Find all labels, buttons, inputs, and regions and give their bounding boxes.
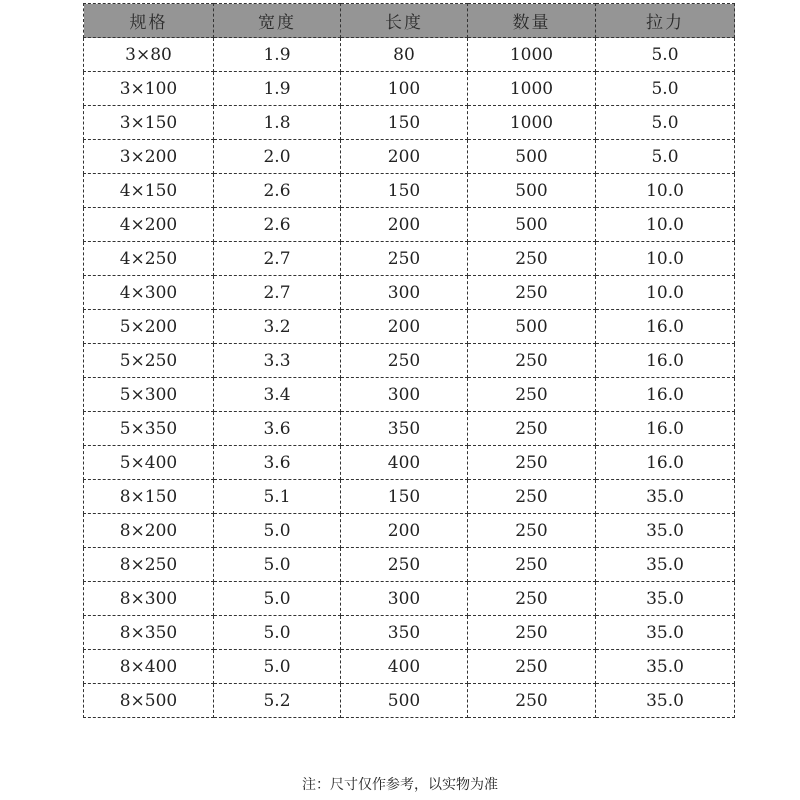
cell-quantity: 500 xyxy=(468,140,596,174)
cell-quantity: 250 xyxy=(468,684,596,718)
cell-width: 2.0 xyxy=(214,140,341,174)
cell-length: 300 xyxy=(341,378,468,412)
cell-length: 80 xyxy=(341,38,468,72)
cell-quantity: 250 xyxy=(468,548,596,582)
cell-length: 250 xyxy=(341,242,468,276)
table-row xyxy=(84,582,735,616)
cell-length: 400 xyxy=(341,650,468,684)
header-spec: 规格 xyxy=(84,4,214,38)
cell-width: 2.7 xyxy=(214,276,341,310)
cell-quantity: 250 xyxy=(468,480,596,514)
cell-spec: 8×300 xyxy=(84,582,214,616)
cell-width: 5.0 xyxy=(214,616,341,650)
cell-tensile: 5.0 xyxy=(596,72,735,106)
cell-tensile: 10.0 xyxy=(596,242,735,276)
cell-spec: 5×400 xyxy=(84,446,214,480)
cell-spec: 4×150 xyxy=(84,174,214,208)
cell-tensile: 16.0 xyxy=(596,412,735,446)
table-body xyxy=(84,38,735,718)
cell-tensile: 35.0 xyxy=(596,684,735,718)
header-width: 宽度 xyxy=(214,4,341,38)
cell-length: 200 xyxy=(341,208,468,242)
cell-spec: 5×250 xyxy=(84,344,214,378)
table-row xyxy=(84,378,735,412)
table-row xyxy=(84,344,735,378)
cell-width: 5.0 xyxy=(214,514,341,548)
cell-length: 150 xyxy=(341,480,468,514)
table-row xyxy=(84,446,735,480)
cell-length: 400 xyxy=(341,446,468,480)
cell-spec: 3×100 xyxy=(84,72,214,106)
cell-length: 500 xyxy=(341,684,468,718)
table-row xyxy=(84,72,735,106)
cell-length: 200 xyxy=(341,140,468,174)
cell-width: 5.0 xyxy=(214,650,341,684)
header-length: 长度 xyxy=(341,4,468,38)
cell-width: 5.0 xyxy=(214,548,341,582)
cell-tensile: 10.0 xyxy=(596,208,735,242)
cell-quantity: 250 xyxy=(468,276,596,310)
cell-spec: 3×150 xyxy=(84,106,214,140)
table-row xyxy=(84,616,735,650)
cell-quantity: 500 xyxy=(468,310,596,344)
cell-width: 2.6 xyxy=(214,174,341,208)
cell-quantity: 250 xyxy=(468,242,596,276)
cell-tensile: 35.0 xyxy=(596,582,735,616)
cell-length: 250 xyxy=(341,344,468,378)
cell-length: 300 xyxy=(341,276,468,310)
cell-length: 350 xyxy=(341,412,468,446)
cell-tensile: 35.0 xyxy=(596,514,735,548)
cell-length: 300 xyxy=(341,582,468,616)
table-row xyxy=(84,174,735,208)
cell-spec: 4×200 xyxy=(84,208,214,242)
header-tensile: 拉力 xyxy=(596,4,735,38)
cell-length: 350 xyxy=(341,616,468,650)
cell-width: 3.6 xyxy=(214,412,341,446)
cell-length: 200 xyxy=(341,310,468,344)
cell-width: 5.0 xyxy=(214,582,341,616)
cell-tensile: 5.0 xyxy=(596,38,735,72)
cell-width: 2.7 xyxy=(214,242,341,276)
cell-width: 3.3 xyxy=(214,344,341,378)
cell-quantity: 250 xyxy=(468,378,596,412)
cell-tensile: 5.0 xyxy=(596,140,735,174)
cell-quantity: 500 xyxy=(468,208,596,242)
cell-width: 1.9 xyxy=(214,38,341,72)
cell-tensile: 10.0 xyxy=(596,276,735,310)
cell-width: 3.4 xyxy=(214,378,341,412)
cell-spec: 5×200 xyxy=(84,310,214,344)
table-row xyxy=(84,242,735,276)
cell-length: 100 xyxy=(341,72,468,106)
spec-table xyxy=(83,3,735,718)
cell-tensile: 16.0 xyxy=(596,310,735,344)
table-row xyxy=(84,140,735,174)
cell-tensile: 16.0 xyxy=(596,446,735,480)
header-quantity: 数量 xyxy=(468,4,596,38)
cell-length: 150 xyxy=(341,174,468,208)
cell-tensile: 16.0 xyxy=(596,344,735,378)
cell-length: 200 xyxy=(341,514,468,548)
cell-width: 5.1 xyxy=(214,480,341,514)
cell-spec: 5×350 xyxy=(84,412,214,446)
table-row xyxy=(84,548,735,582)
cell-tensile: 35.0 xyxy=(596,548,735,582)
cell-width: 3.2 xyxy=(214,310,341,344)
cell-length: 150 xyxy=(341,106,468,140)
cell-spec: 8×250 xyxy=(84,548,214,582)
cell-quantity: 250 xyxy=(468,582,596,616)
table-row xyxy=(84,310,735,344)
table-row xyxy=(84,480,735,514)
cell-width: 1.8 xyxy=(214,106,341,140)
cell-quantity: 1000 xyxy=(468,106,596,140)
table-header-row xyxy=(84,4,735,38)
cell-quantity: 1000 xyxy=(468,38,596,72)
cell-tensile: 35.0 xyxy=(596,480,735,514)
table-row xyxy=(84,38,735,72)
cell-spec: 8×350 xyxy=(84,616,214,650)
cell-quantity: 250 xyxy=(468,446,596,480)
cell-spec: 3×80 xyxy=(84,38,214,72)
cell-tensile: 35.0 xyxy=(596,650,735,684)
cell-quantity: 250 xyxy=(468,514,596,548)
cell-quantity: 250 xyxy=(468,616,596,650)
cell-quantity: 500 xyxy=(468,174,596,208)
table-row xyxy=(84,650,735,684)
cell-spec: 8×400 xyxy=(84,650,214,684)
cell-quantity: 250 xyxy=(468,344,596,378)
cell-spec: 8×200 xyxy=(84,514,214,548)
cell-spec: 8×150 xyxy=(84,480,214,514)
cell-width: 5.2 xyxy=(214,684,341,718)
cell-quantity: 250 xyxy=(468,650,596,684)
cell-tensile: 35.0 xyxy=(596,616,735,650)
table-row xyxy=(84,684,735,718)
cell-tensile: 16.0 xyxy=(596,378,735,412)
cell-tensile: 10.0 xyxy=(596,174,735,208)
table-row xyxy=(84,412,735,446)
table-row xyxy=(84,514,735,548)
cell-width: 1.9 xyxy=(214,72,341,106)
cell-spec: 4×300 xyxy=(84,276,214,310)
cell-spec: 5×300 xyxy=(84,378,214,412)
cell-tensile: 5.0 xyxy=(596,106,735,140)
cell-width: 3.6 xyxy=(214,446,341,480)
table-row xyxy=(84,106,735,140)
cell-spec: 8×500 xyxy=(84,684,214,718)
cell-length: 250 xyxy=(341,548,468,582)
cell-quantity: 250 xyxy=(468,412,596,446)
cell-quantity: 1000 xyxy=(468,72,596,106)
footnote: 注：尺寸仅作参考，以实物为准 xyxy=(302,777,498,793)
cell-spec: 4×250 xyxy=(84,242,214,276)
cell-spec: 3×200 xyxy=(84,140,214,174)
table-row xyxy=(84,208,735,242)
cell-width: 2.6 xyxy=(214,208,341,242)
table-row xyxy=(84,276,735,310)
